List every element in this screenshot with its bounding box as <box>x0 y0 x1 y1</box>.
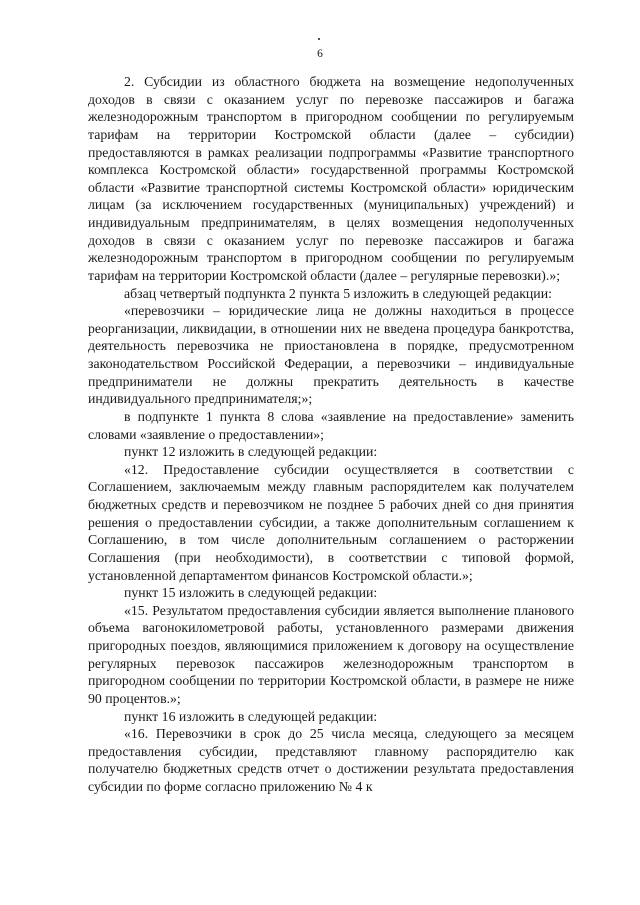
document-body <box>88 73 574 796</box>
page-number: 6 <box>317 48 323 60</box>
paragraph-point-12-text: «12. Предоставление субсидии осуществляется в соответствии с Соглашением, заключаемым между главным распорядителем как получателем бюджетных средств и перевозчиком не позднее 5 рабочих дней со дня принятия решения о предоставлении субсидии, а также дополнительным соглашением к Соглашению, в том числе дополнительным соглашением о расторжении Соглашения (при необходимости), в соответствии с типовой формой, установленной департаментом финансов Костромской области.»; <box>88 461 574 583</box>
paragraph-point-15-text: «15. Результатом предоставления субсидии является выполнение планового объема вагонокилометровой работы, установленного размерами движения пригородных поездов, являющимися приложением к договору на осуществление регулярных перевозок пассажиров железнодорожным транспортом в пригородном сообщении по территории Костромской области, в размере не ниже 90 процентов.»; <box>88 602 574 706</box>
paragraph-carriers-requirements: «перевозчики – юридические лица не должны находиться в процессе реорганизации, ликвидации, в отношении них не введена процедура банкротства, деятельность перевозчика не приостановлена в порядке, предусмотренном законодательством Российской Федерации, а перевозчики – индивидуальные предприниматели не должны прекратить деятельность в качестве индивидуального предпринимателя;»; <box>88 303 574 407</box>
paragraph-subsidy-purpose: 2. Субсидии из областного бюджета на возмещение недополученных доходов в связи с оказанием услуг по перевозке пассажиров и багажа железнодорожным транспортом в пригородном сообщении по регулируемым тарифам на территории Костромской области (далее – субсидии) предоставляются в рамках реализации подпрограммы «Развитие транспортного комплекса Костромской области» государственной программы Костромской области «Развитие транспортной системы Костромской области» юридическим лицам (за исключением государственных (муниципальных) учреждений) и индивидуальным предпринимателям, в целях возмещения недополученных доходов в связи с оказанием услуг по перевозке пассажиров и багажа железнодорожным транспортом в пригородном сообщении по регулируемым тарифам на территории Костромской области (далее – регулярные перевозки).»; <box>88 74 574 283</box>
paragraph-amend-point-15: пункт 15 изложить в следующей редакции: <box>124 585 378 601</box>
paragraph-amend-point-8: в подпункте 1 пункта 8 слова «заявление на предоставление» заменить словами «заявление о предоставлении»; <box>88 408 574 442</box>
paragraph-amend-point-16: пункт 16 изложить в следующей редакции: <box>124 708 378 724</box>
scan-mark <box>318 38 320 40</box>
paragraph-amend-point-5: абзац четвертый подпункта 2 пункта 5 изложить в следующей редакции: <box>124 285 552 301</box>
paragraph-amend-point-12: пункт 12 изложить в следующей редакции: <box>124 444 378 460</box>
paragraph-point-16-text: «16. Перевозчики в срок до 25 числа месяца, следующего за месяцем предоставления субсидии, представляют главному распорядителю как получателю бюджетных средств отчет о достижении результата предоставления субсидии по форме согласно приложению № 4 к <box>88 726 574 794</box>
